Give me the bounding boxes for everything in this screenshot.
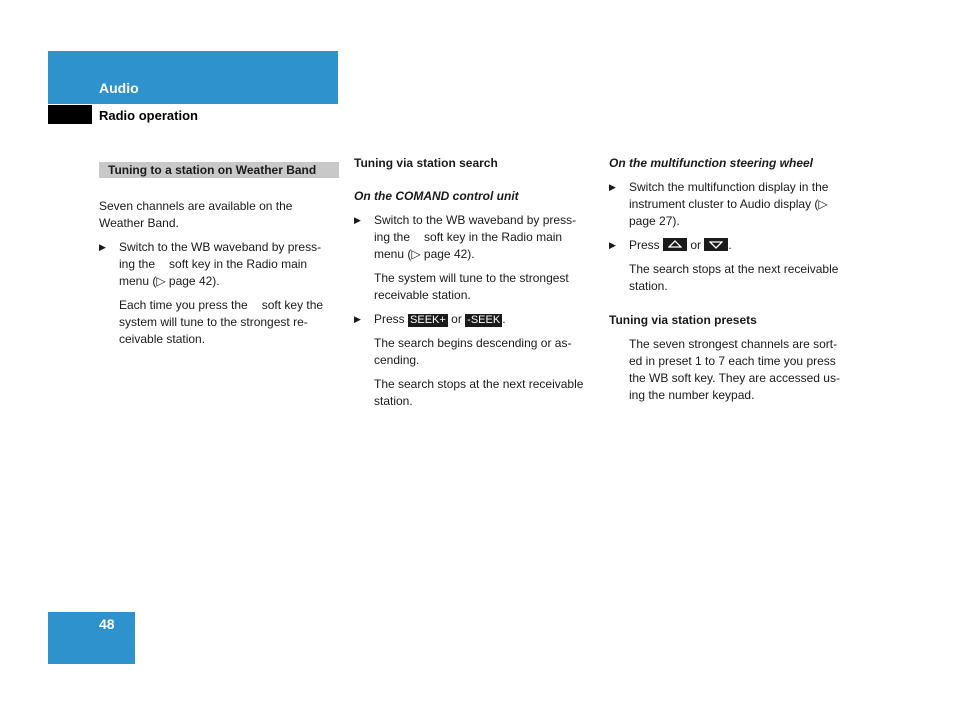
step-text: ing the [374,230,411,244]
bullet-arrow-icon: ▶ [354,215,361,225]
seek-plus-key: SEEK+ [410,314,446,326]
bullet-arrow-icon: ▶ [609,240,616,250]
subsection-title: Radio operation [99,108,198,123]
step-text: soft key in the Radio main [169,257,308,271]
steering-wheel-step-2 [609,237,849,254]
steering-wheel-heading: On the multifunction steering wheel [609,156,814,170]
station-search-step-2 [354,311,594,328]
note-text: ceivable station. [119,332,206,346]
step-text: . [728,238,732,252]
step-text: Press [374,312,405,326]
station-search-note-3: The search stops at the next receivable station. [374,377,584,408]
bullet-arrow-icon: ▶ [99,242,106,252]
note-text: Each time you press the [119,298,248,312]
steering-wheel-note: The search stops at the next receivable station. [629,262,839,293]
station-search-note-1: The system will tune to the strongest receivable station. [374,271,569,302]
weather-band-intro: Seven channels are available on the Weather Band. [99,199,293,230]
page-number-box [48,612,135,664]
seek-minus-key: -SEEK [467,314,501,326]
step-text: . [502,312,506,326]
note-text: system will tune to the strongest re- [119,315,308,329]
comand-control-heading: On the COMAND control unit [354,189,519,203]
column-2 [354,155,594,417]
weather-band-step-1 [99,239,339,290]
step-text: Switch to the WB waveband by press- [119,240,322,254]
station-search-heading: Tuning via station search [354,156,498,170]
step-text: soft key in the Radio main [424,230,563,244]
header-bar [48,51,338,104]
step-text: ing the [119,257,156,271]
weather-band-note [119,297,339,348]
bullet-arrow-icon: ▶ [609,182,616,192]
section-title: Audio [99,80,139,96]
station-search-step-1 [354,212,594,263]
page-number: 48 [99,616,115,632]
steering-up-button-icon [663,238,687,251]
note-text: soft key the [261,298,324,312]
bullet-arrow-icon: ▶ [354,314,361,324]
steering-down-button-icon [704,238,728,251]
station-search-note-2: The search begins descending or as-cending. [374,336,572,367]
step-text: menu (▷ page 42). [119,274,220,288]
weather-band-heading: Tuning to a station on Weather Band [99,162,339,178]
column-3 [609,155,849,411]
station-presets-note: The seven strongest channels are sort-ed in preset 1 to 7 each time you press the WB soft key. They are accessed us-ing the number keypad. [629,337,840,402]
step-text: or [690,238,702,252]
steering-wheel-step-1: ▶ Switch the multifunction display in the instrument cluster to Audio display (▷ page 27). [609,180,829,228]
step-text: Switch to the WB waveband by press- [374,213,577,227]
step-text: or [451,312,462,326]
section-tab-marker [48,105,92,124]
station-presets-heading: Tuning via station presets [609,313,757,327]
step-text: Press [629,238,660,252]
step-text: menu (▷ page 42). [374,247,475,261]
column-1 [99,155,339,355]
